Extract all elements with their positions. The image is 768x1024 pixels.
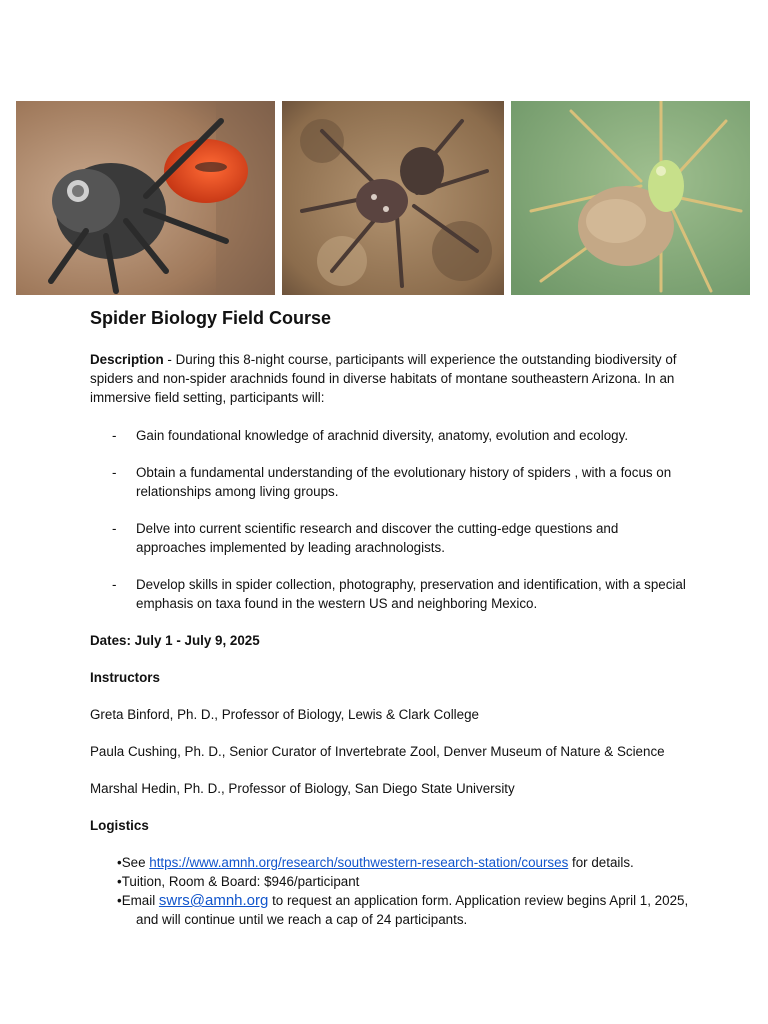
instructors-heading: Instructors bbox=[90, 670, 160, 685]
bullet: • bbox=[117, 855, 122, 870]
list-item bbox=[90, 891, 690, 929]
logistics-heading: Logistics bbox=[90, 818, 149, 833]
tuition-text: Tuition, Room & Board: $946/participant bbox=[121, 874, 360, 889]
see-suffix: for details. bbox=[568, 855, 634, 870]
instructor-item: Greta Binford, Ph. D., Professor of Biology, Lewis & Clark College bbox=[90, 707, 479, 722]
description-label: Description bbox=[90, 352, 164, 367]
email-prefix: Email bbox=[121, 893, 159, 908]
course-dates: Dates: July 1 - July 9, 2025 bbox=[90, 633, 260, 648]
email-suffix: to request an application form. Application review begins April 1, 2025, and will continue until we reach a cap of 24 participants. bbox=[136, 893, 689, 927]
see-prefix: See bbox=[121, 855, 150, 870]
bullet: • bbox=[117, 874, 122, 889]
objectives-list bbox=[90, 426, 690, 613]
instructor-item: Marshal Hedin, Ph. D., Professor of Biology, San Diego State University bbox=[90, 781, 515, 796]
lynx-spider-photo bbox=[511, 101, 750, 295]
logistics-list bbox=[90, 853, 690, 929]
list-item: - Delve into current scientific research and discover the cutting-edge questions and approaches implemented by leading arachnologists. bbox=[90, 519, 690, 557]
list-item: - Develop skills in spider collection, photography, preservation and identification, with a special emphasis on taxa found in the western US and neighboring Mexico. bbox=[90, 575, 690, 613]
course-flyer bbox=[90, 306, 690, 929]
page-title: Spider Biology Field Course bbox=[90, 308, 332, 328]
instructor-item: Paula Cushing, Ph. D., Senior Curator of Invertebrate Zool, Denver Museum of Nature & Science bbox=[90, 744, 665, 759]
list-item bbox=[90, 853, 690, 872]
list-item bbox=[90, 872, 690, 891]
description bbox=[90, 350, 690, 407]
jumping-spider-photo bbox=[16, 101, 275, 295]
photo-strip bbox=[16, 101, 750, 295]
brown-spider-photo bbox=[282, 101, 504, 295]
email-link[interactable]: swrs@amnh.org bbox=[158, 892, 269, 909]
list-item: - Gain foundational knowledge of arachnid diversity, anatomy, evolution and ecology. bbox=[90, 426, 690, 445]
courses-link[interactable]: https://www.amnh.org/research/southwestern-research-station/courses bbox=[149, 855, 569, 870]
bullet: • bbox=[117, 893, 122, 908]
description-text: - During this 8-night course, participants will experience the outstanding biodiversity of spiders and non-spider arachnids found in diverse habitats of montane southeastern Arizona. In an immersive field setting, participants will: bbox=[90, 352, 677, 405]
list-item: - Obtain a fundamental understanding of the evolutionary history of spiders , with a focus on relationships among living groups. bbox=[90, 463, 690, 501]
